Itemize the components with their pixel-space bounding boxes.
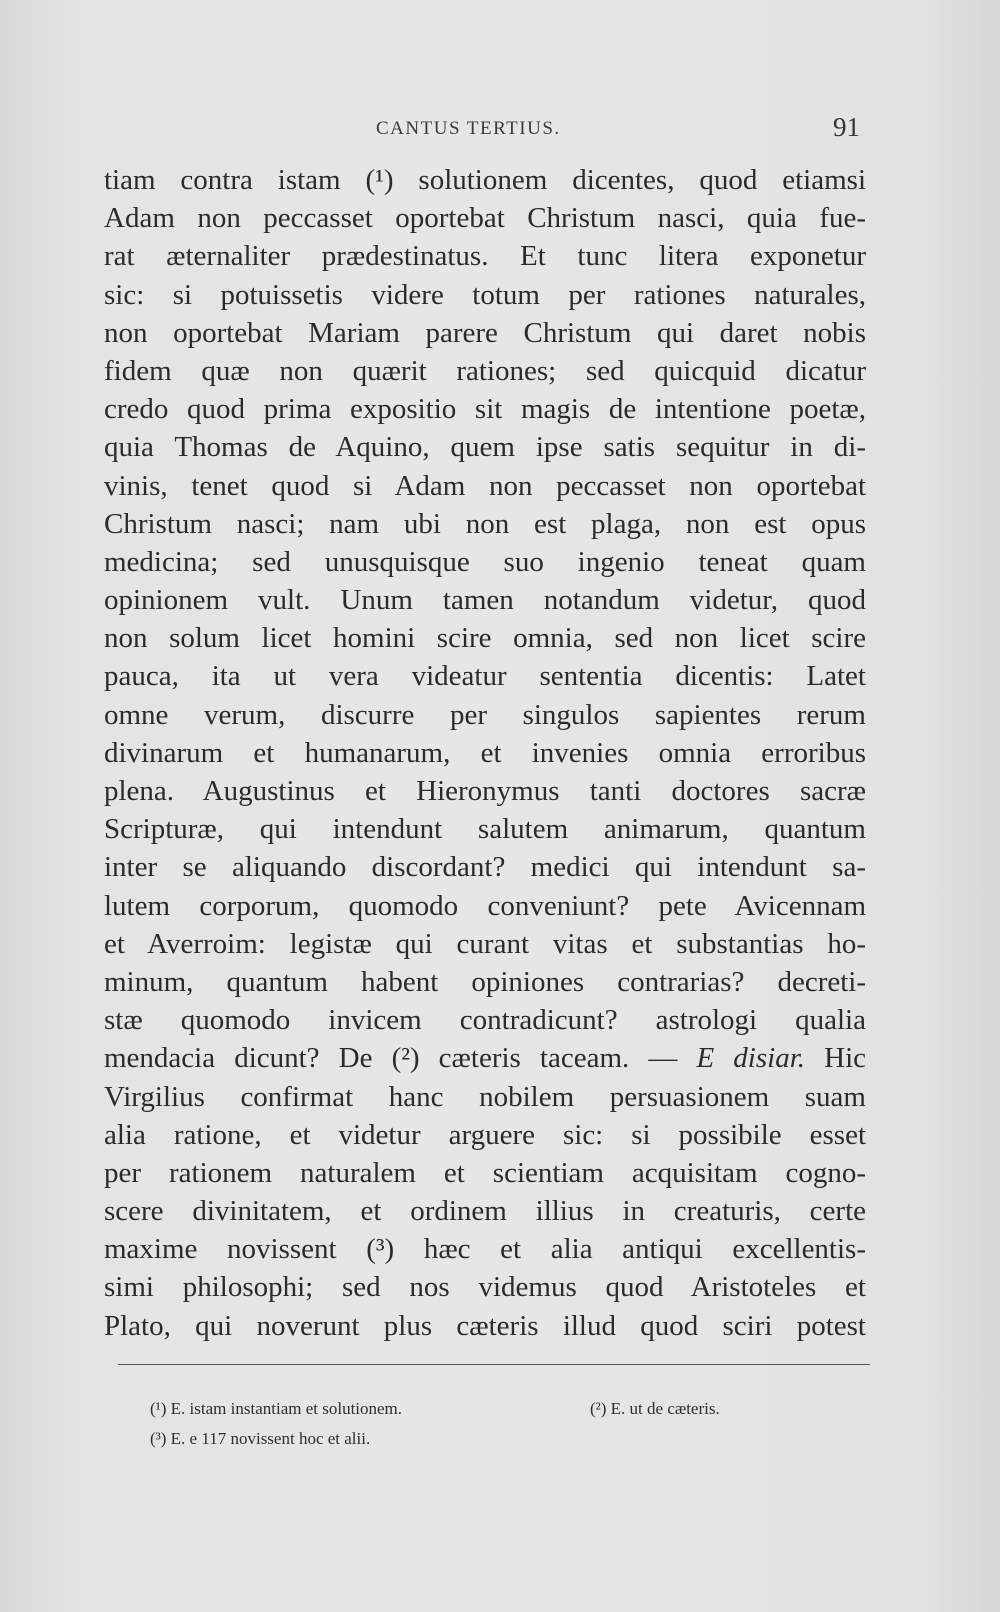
text-line: pauca, ita ut vera videatur sententia dicentis: Latet	[104, 660, 866, 693]
text-line: divinarum et humanarum, et invenies omnia erroribus	[104, 736, 866, 769]
text-line: omne verum, discurre per singulos sapientes rerum	[104, 698, 866, 731]
page-number: 91	[833, 112, 860, 142]
text-line: et Averroim: legistæ qui curant vitas et substantias ho-	[104, 927, 866, 960]
text-line: non solum licet homini scire omnia, sed non licet scire	[104, 622, 866, 655]
footnotes	[150, 1394, 800, 1454]
text-line: Plato, qui noverunt plus cæteris illud quod sciri potest	[104, 1309, 866, 1342]
italic-reference: E disiar.	[696, 1042, 806, 1075]
text-line: alia ratione, et videtur arguere sic: si possibile esset	[104, 1118, 866, 1151]
text-line: simi philosophi; sed nos videmus quod Aristoteles et	[104, 1271, 866, 1304]
text-line: non oportebat Mariam parere Christum qui daret nobis	[104, 316, 866, 349]
text-line: lutem corporum, quomodo conveniunt? pete Avicennam	[104, 889, 866, 922]
running-title: CANTUS TERTIUS.	[376, 118, 561, 139]
body-text	[104, 161, 866, 1345]
text-line: quia Thomas de Aquino, quem ipse satis sequitur in di-	[104, 431, 866, 464]
text-line: minum, quantum habent opiniones contrarias? decreti-	[104, 965, 866, 998]
footnote-1: (¹) E. istam instantiam et solutionem.	[150, 1399, 403, 1418]
text-line: rat æternaliter prædestinatus. Et tunc litera exponetur	[104, 240, 866, 273]
text-line-with-italic	[104, 1039, 866, 1077]
text-line: Scripturæ, qui intendunt salutem animarum, quantum	[104, 813, 866, 846]
text-line: opinionem vult. Unum tamen notandum videtur, quod	[104, 584, 866, 617]
footnote-row	[150, 1424, 800, 1454]
text-line: stæ quomodo invicem contradicunt? astrologi qualia	[104, 1004, 866, 1037]
text-segment: Hic	[805, 1042, 866, 1075]
text-line: credo quod prima expositio sit magis de intentione poetæ,	[104, 393, 866, 426]
text-line: Virgilius confirmat hanc nobilem persuasionem suam	[104, 1080, 866, 1113]
text-line: medicina; sed unusquisque suo ingenio teneat quam	[104, 545, 866, 578]
text-line: Christum nasci; nam ubi non est plaga, non est opus	[104, 507, 866, 540]
text-line: maxime novissent (³) hæc et alia antiqui excellentis-	[104, 1233, 866, 1266]
text-segment: mendacia dicunt? De (²) cæteris taceam. —	[104, 1042, 697, 1075]
footnote-2: (²) E. ut de cæteris.	[590, 1399, 720, 1418]
text-line: inter se aliquando discordant? medici qui intendunt sa-	[104, 851, 866, 884]
text-line: scere divinitatem, et ordinem illius in creaturis, certe	[104, 1195, 866, 1228]
footnote-rule	[118, 1364, 870, 1365]
text-line: fidem quæ non quærit rationes; sed quicquid dicatur	[104, 354, 866, 387]
page-header	[108, 112, 860, 142]
text-line: per rationem naturalem et scientiam acquisitam cogno-	[104, 1156, 866, 1189]
text-line: vinis, tenet quod si Adam non peccasset non oportebat	[104, 469, 866, 502]
footnote-3: (³) E. e 117 novissent hoc et alii.	[150, 1429, 371, 1448]
text-line: sic: si potuissetis videre totum per rationes naturales,	[104, 278, 866, 311]
text-line: tiam contra istam (¹) solutionem dicentes, quod etiamsi	[104, 164, 866, 196]
footnote-row	[150, 1394, 800, 1424]
text-line: Adam non peccasset oportebat Christum nasci, quia fue-	[104, 202, 866, 235]
text-line: plena. Augustinus et Hieronymus tanti doctores sacræ	[104, 775, 866, 807]
